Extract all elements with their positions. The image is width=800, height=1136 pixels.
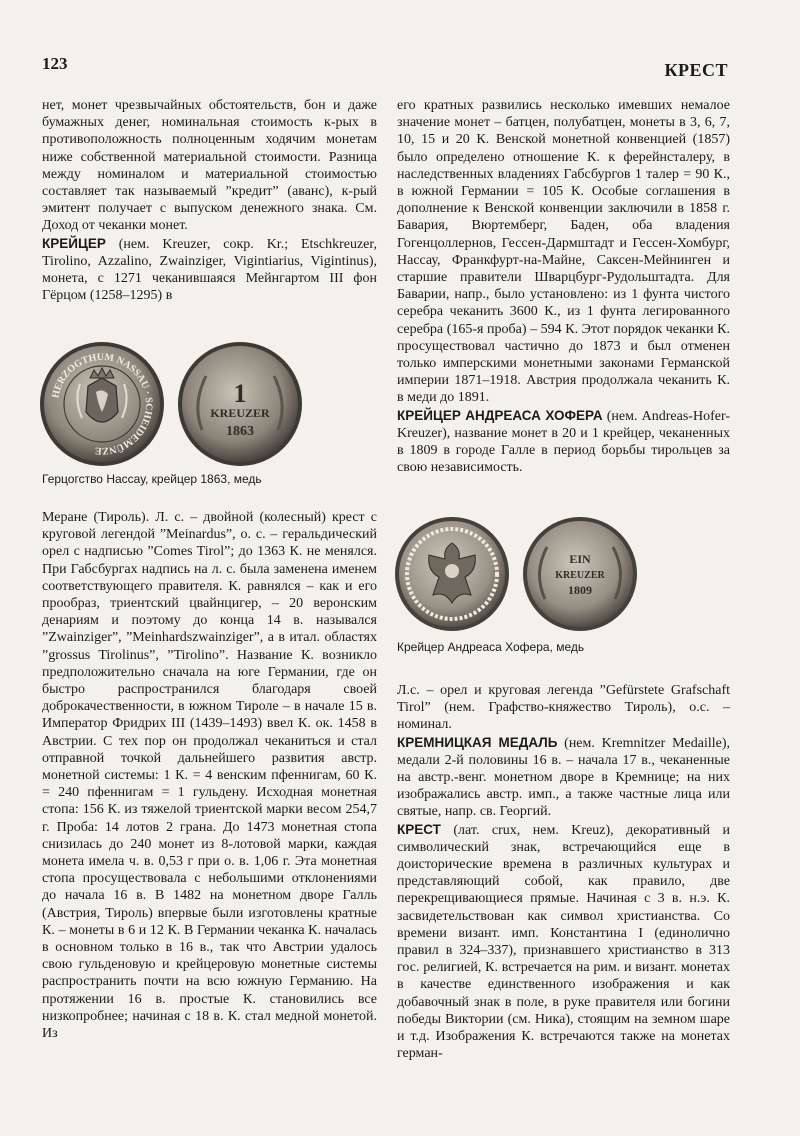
krest-text: (лат. crux, нем. Kreuz), декоративный и символический знак, встречающийся еще в доисторические времена в различных культурах и представляющий собой, как правило, две перекрещивающиеся прямые. Начиная с 3 в. н.э. К. засвидетельствован как символ христианства. Со времени визант. имп. Константина I (единолично правил в 324–337), признавшего христианство в 313 гос. религией, К. встречается на рим. и визант. монетах в качестве единственного изображения и как добавочный знак в поле, в руке правителя или богини победы Виктории (см. Ника), стоящим на земном шаре и т.д. Изображения К. встречаются также на монетах герман- [397,822,730,1062]
right-column-top [397,97,730,476]
hofer-reverse-line1: EIN [569,552,591,566]
figure-nassau-coins [38,340,304,468]
krest-headword: КРЕСТ [397,821,441,837]
kreuzer-headword: КРЕЙЦЕР [42,235,106,251]
kreuzer-entry [42,235,377,305]
running-head: КРЕСТ [664,60,728,80]
kreuzer-continuation: Меране (Тироль). Л. с. – двойной (колесный) крест с круговой легендой ”Meinardus”, о. с. – геральдический орел с надписью ”Comes Tirol”; до 1363 К. не менялся. При Габсбургах надпись на л. с. была заменена именем соответствующего правителя. К. равнялся – как и его прообраз, триентский цвайнцигер, – 20 веронским денариям и поэтому до конца 14 в. назывался ”Zwainziger”, ”Meinhardszwainziger”, а в итал. областях ”grossus Tirolinus”, ”Tirolino”. Название К. возникло предположительно сначала на юге Германии, где он быстро распространился благодаря своей доброкачественности, в южном Тироле – в начале 15 в. Император Фридрих III (1439–1493) ввел К. ок. 1458 в Австрии. С тех пор он продолжал чеканиться и стал отправной точкой дальнейшего развития австр. монетной системы: 1 К. = 4 венским пфеннигам, 60 К. = 240 пфеннигам = 1 гульдену. Исходная монетная стопа: 156 К. из тяжелой триентской марки весом 254,7 г. Проба: 14 лотов 2 грана. До 1473 монетная стопа снизилась до 240 монет из 8-лотовой марки, каждая монета имела ч. в. 0,53 г при о. в. 1,06 г. Эта монетная стопа просуществовала с небольшими отклонениями до начала 16 в. В 1482 на монетном дворе Галль (Австрия, Тироль) впервые были изготовлены кратные К. – монеты в 6 и 12 К. В Германии чеканка К. началась в основном только в 16 в., так что Австрии удалось свою гульденовую и крейцеровую монетные системы распространить почти на всю южную Германию. На протяжении 16 в. простые К. становились все низкопробнее; начиная с 18 в. К. стал медной монетой. Из [42,510,377,1042]
nassau-obverse-legend: HERZOGTHUM NASSAU · SCHEIDEMÜNZE [50,351,155,457]
left-column-bottom [42,509,377,1042]
intro-paragraph: нет, монет чрезвычайных обстоятельств, бон и даже бумажных денег, номинальная стоимость к-рых в противоположность полноценным ходячим монетам ниже собственной материальной стоимости. Разница между номиналом и материальной стоимостью составляет так называемый ”кредит” (аванс), к-рый эмитент получает с выпуском денежного знака. См. Доход от чеканки монет. [42,98,377,234]
hofer-obverse-coin [393,515,511,633]
nassau-reverse-coin [176,340,304,468]
nassau-reverse-number: 1 [233,379,247,408]
hofer-entry [397,407,730,477]
figure2-caption: Крейцер Андреаса Хофера, медь [397,640,585,654]
hofer-reverse-line3: 1809 [568,583,592,597]
hofer-text: (нем. Andreas-Hofer-Kreuzer), название монет в 20 и 1 крейцер, чеканенных в 1809 в городе Галле в период борьбы тирольцев за свою независимость. [397,408,730,476]
page-number: 123 [42,54,68,73]
figure1-caption: Герцогство Нассау, крейцер 1863, медь [42,472,262,486]
krest-entry [397,821,730,1063]
hofer-continuation: Л.с. – орел и круговая легенда ”Gefürstete Grafschaft Tirol” (нем. Графство-княжество Тироль), о.с. – номинал. [397,683,730,733]
kremnitz-text: (нем. Kremnitzer Medaille), медали 2-й половины 16 в. – начала 17 в., чеканенные на австр.-венг. монетном дворе в Кремнице; на них изображались австр. имп., а также частные лица или святые, напр. св. Георгий. [397,735,730,820]
nassau-obverse-coin [38,340,166,468]
kreuzer-text: (нем. Kreuzer, сокр. Kr.; Etschkreuzer, Tirolino, Azzalino, Zwainziger, Vigintiarius, Vigintinus), монета, с 1271 чеканившаяся Мейнгартом III фон Гёрцом (1258–1295) в [42,236,377,304]
nassau-reverse-year: 1863 [226,424,254,439]
hofer-reverse-line2: KREUZER [555,570,605,581]
right-column-bottom [397,682,730,1062]
kremnitz-entry [397,734,730,821]
nassau-reverse-word: KREUZER [210,406,270,420]
left-column-top [42,97,377,304]
hofer-headword: КРЕЙЦЕР АНДРЕАСА ХОФЕРА [397,407,603,423]
figure-hofer-coins [393,515,639,633]
kreuzer-continuation-right: его кратных развились несколько имевших немалое значение монет – батцен, полубатцен, монеты в 3, 6, 7, 10, 15 и 20 К. Венской монетной конвенцией (1857) было определено отношение К. к ферейнсталеру, в наследственных владениях Габсбургов 1 талер = 90 К., в южной Германии = 105 К. Особые соглашения в дополнение к Венской конвенции заключили в 1858 г. Бавария, Вюртемберг, Баден, оба владения Гогенцоллернов, Гессен-Дармштадт и Гессен-Хомбург, Нассау, Франкфурт-на-Майне, Саксен-Мейнинген и старшие правители Шварцбург-Рудольштадта. Для Баварии, напр., было установлено: из 1 фунта чистого серебра чеканить 3600 К., из 1 фунта легированного серебра (165-я проба) – 594 К. Этот порядок чеканки К. просуществовал частично до 1873 и был отменен только имперскими монетными законами Германской империи 1871–1918. Австрия продолжала чеканить К. в меди до 1891. [397,98,730,406]
hofer-reverse-coin [521,515,639,633]
kremnitz-headword: КРЕМНИЦКАЯ МЕДАЛЬ [397,734,558,750]
